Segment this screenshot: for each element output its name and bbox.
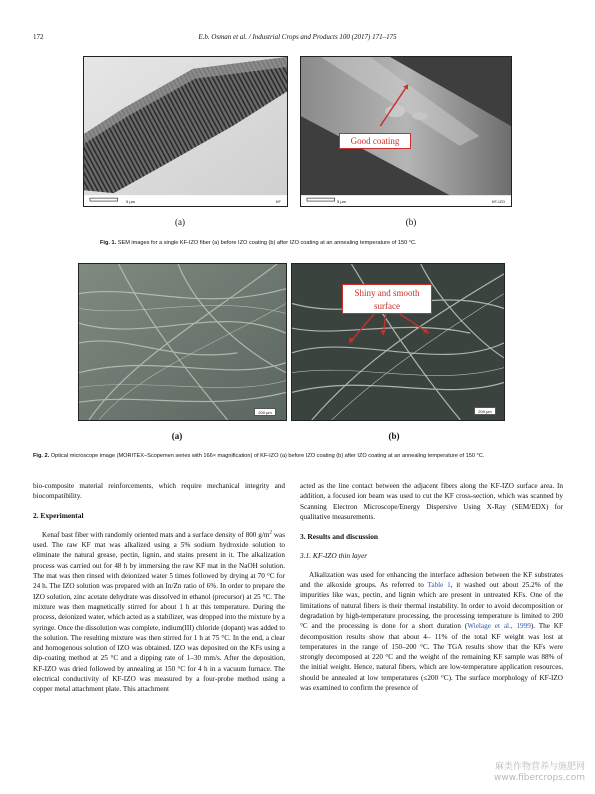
fig1-panel-b-sem-image xyxy=(300,56,512,207)
journal-reference: E.b. Osman et al. / Industrial Crops and Products 100 (2017) 171–175 xyxy=(198,33,397,41)
wielage-citation-link[interactable]: Wielage et al., 1999 xyxy=(467,622,531,631)
fig2b-callout-line1: Shiny and smooth xyxy=(354,288,420,298)
exp-text-part2: was used. The raw KF mat was alkalized using a 5% sodium hydroxide solution to eliminate the natural grease, pectin, lignin, and stains present in it. The alkalization process was carried out for 48 h by immersing the raw KF mat in the NaOH solution. The mat was then rinsed with deionized water 5 times followed by drying at 70 °C for 24 h. The IZO solution was prepared with an In/Zn ratio of 6%. In order to prepare the IZO solution, zinc acetate dehydrate was dissolved in ethanol (precursor) at 25 °C. The mixture was then magnetically stirred for about 1 h at this temperature. During the process, deionized water, which acted as a stabilizer, was dropped into the mixture by a syringe. Once the dissolution was complete, indium(III) chloride (dopant) was added to the solution. The resulting mixture was then stirred for 1 h at 75 °C. In the end, a clear and homogenous solution of IZO was obtained. IZO was deposited on the KFs using a dip-coating method at 25 °C and a dipping rate of 1–30 mm/s. After the deposition, KF-IZO was dried followed by annealing at 150 °C for 4 h in a vacuum furnace. The electrical conductivity of KF-IZO was measured by a four-probe method using a copper metal attachment plate. This attachment xyxy=(33,530,285,694)
fig2b-callout xyxy=(342,284,432,314)
experimental-paragraph xyxy=(33,530,285,695)
subsection-heading-thin-layer: 3.1. KF-IZO thin layer xyxy=(300,551,368,561)
res-text-part3: ). The KF decomposition results show that about 4– 11% of the total KF weight was lost at temperatures in the range of 150–200 °C. The TGA results show that the KFs were strongly decomposed at 220 °C and the weight of the remaining KF sample was 88% of the initial weight. Hence, natural fibers, which are low-temperature application resources, should be annealed at low temperatures (≤200 °C). The surface morphology of KF-IZO was examined to confirm the presence of xyxy=(300,622,563,693)
page-number: 172 xyxy=(33,33,44,41)
right-top-paragraph: acted as the line contact between the adjacent fibers along the KF-IZO surface area. In addition, a focused ion beam was used to cut the KF cross-section, which was scanned by Scanning Electron Microscope/Energy Dispersive Using X-Ray (SEM/EDX) for qualitative measurements. xyxy=(300,482,563,521)
fig1-panel-a-sem-image xyxy=(83,56,288,207)
results-paragraph xyxy=(300,570,563,694)
running-header xyxy=(33,33,562,45)
fig2-caption-text: Optical microscope image (MORITEX–Scopemen series with 166× magnification) of KF-IZO (a) before IZO coating (b) after IZO coating at an annealing temperature of 150 °C. xyxy=(49,453,485,459)
table1-link[interactable]: Table 1 xyxy=(427,581,451,590)
fig2-panel-b-optical-image xyxy=(291,263,505,421)
fig1b-sublabel: (b) xyxy=(405,217,417,227)
fig2-caption-label: Fig. 2. xyxy=(33,453,50,459)
fig1b-scale-label: 5 μm xyxy=(337,199,346,204)
left-column xyxy=(33,481,285,695)
fig1a-sublabel: (a) xyxy=(175,217,185,227)
fig2-caption xyxy=(33,452,563,460)
right-column xyxy=(300,481,563,693)
res-text-part1: Alkalization was used for enhancing the interface adhesion between the KF substrates and the alkoxide groups. As referred to xyxy=(300,570,563,590)
fig2b-callout-line2: surface xyxy=(374,301,400,311)
left-intro-paragraph: bio-composite material reinforcements, which require mechanical integrity and biocompatibility. xyxy=(33,482,285,501)
exp-superscript: 2 xyxy=(269,530,272,536)
fig2a-scale-bar: 200 μm xyxy=(254,408,276,416)
fig2b-scale-bar: 200 μm xyxy=(474,407,496,415)
section-heading-experimental: 2. Experimental xyxy=(33,510,84,520)
fig1a-scale-label: 5 μm xyxy=(126,199,135,204)
fig1-caption-label: Fig. 1. xyxy=(100,240,117,246)
fig1b-callout: Good coating xyxy=(339,133,411,149)
res-text-part2: , it washed out about 25.2% of the impurities like wax, pectin, and lignin which are present in untreated KFs. One of the limitations of natural fibers is their thermal instability. In order to avoid decomposition or degradation by high-temperature processing, the processing temperature is limited to 200 °C and the processing is done for a short duration ( xyxy=(300,581,563,631)
fig2b-sublabel: (b) xyxy=(388,431,400,441)
fig1b-sample-label: KF-IZO xyxy=(491,199,505,204)
fig1a-sample-label: KF xyxy=(275,199,281,204)
fig1-caption xyxy=(100,239,520,247)
fig1-caption-text: SEM images for a single KF-IZO fiber (a) before IZO coating (b) after IZO coating at an annealing temperature of 150 °C. xyxy=(116,240,417,246)
watermark-line2: www.fibercrops.com xyxy=(494,773,585,783)
fig2-panel-a-optical-image xyxy=(78,263,287,421)
watermark xyxy=(494,762,585,784)
exp-text-part1: Kenaf bast fiber with randomly oriented mats and a surface density of 800 g/m xyxy=(42,530,270,539)
fig2a-sublabel: (a) xyxy=(171,431,183,441)
watermark-line1: 麻类作物营养与施肥网 xyxy=(494,762,585,772)
section-heading-results: 3. Results and discussion xyxy=(300,532,379,542)
